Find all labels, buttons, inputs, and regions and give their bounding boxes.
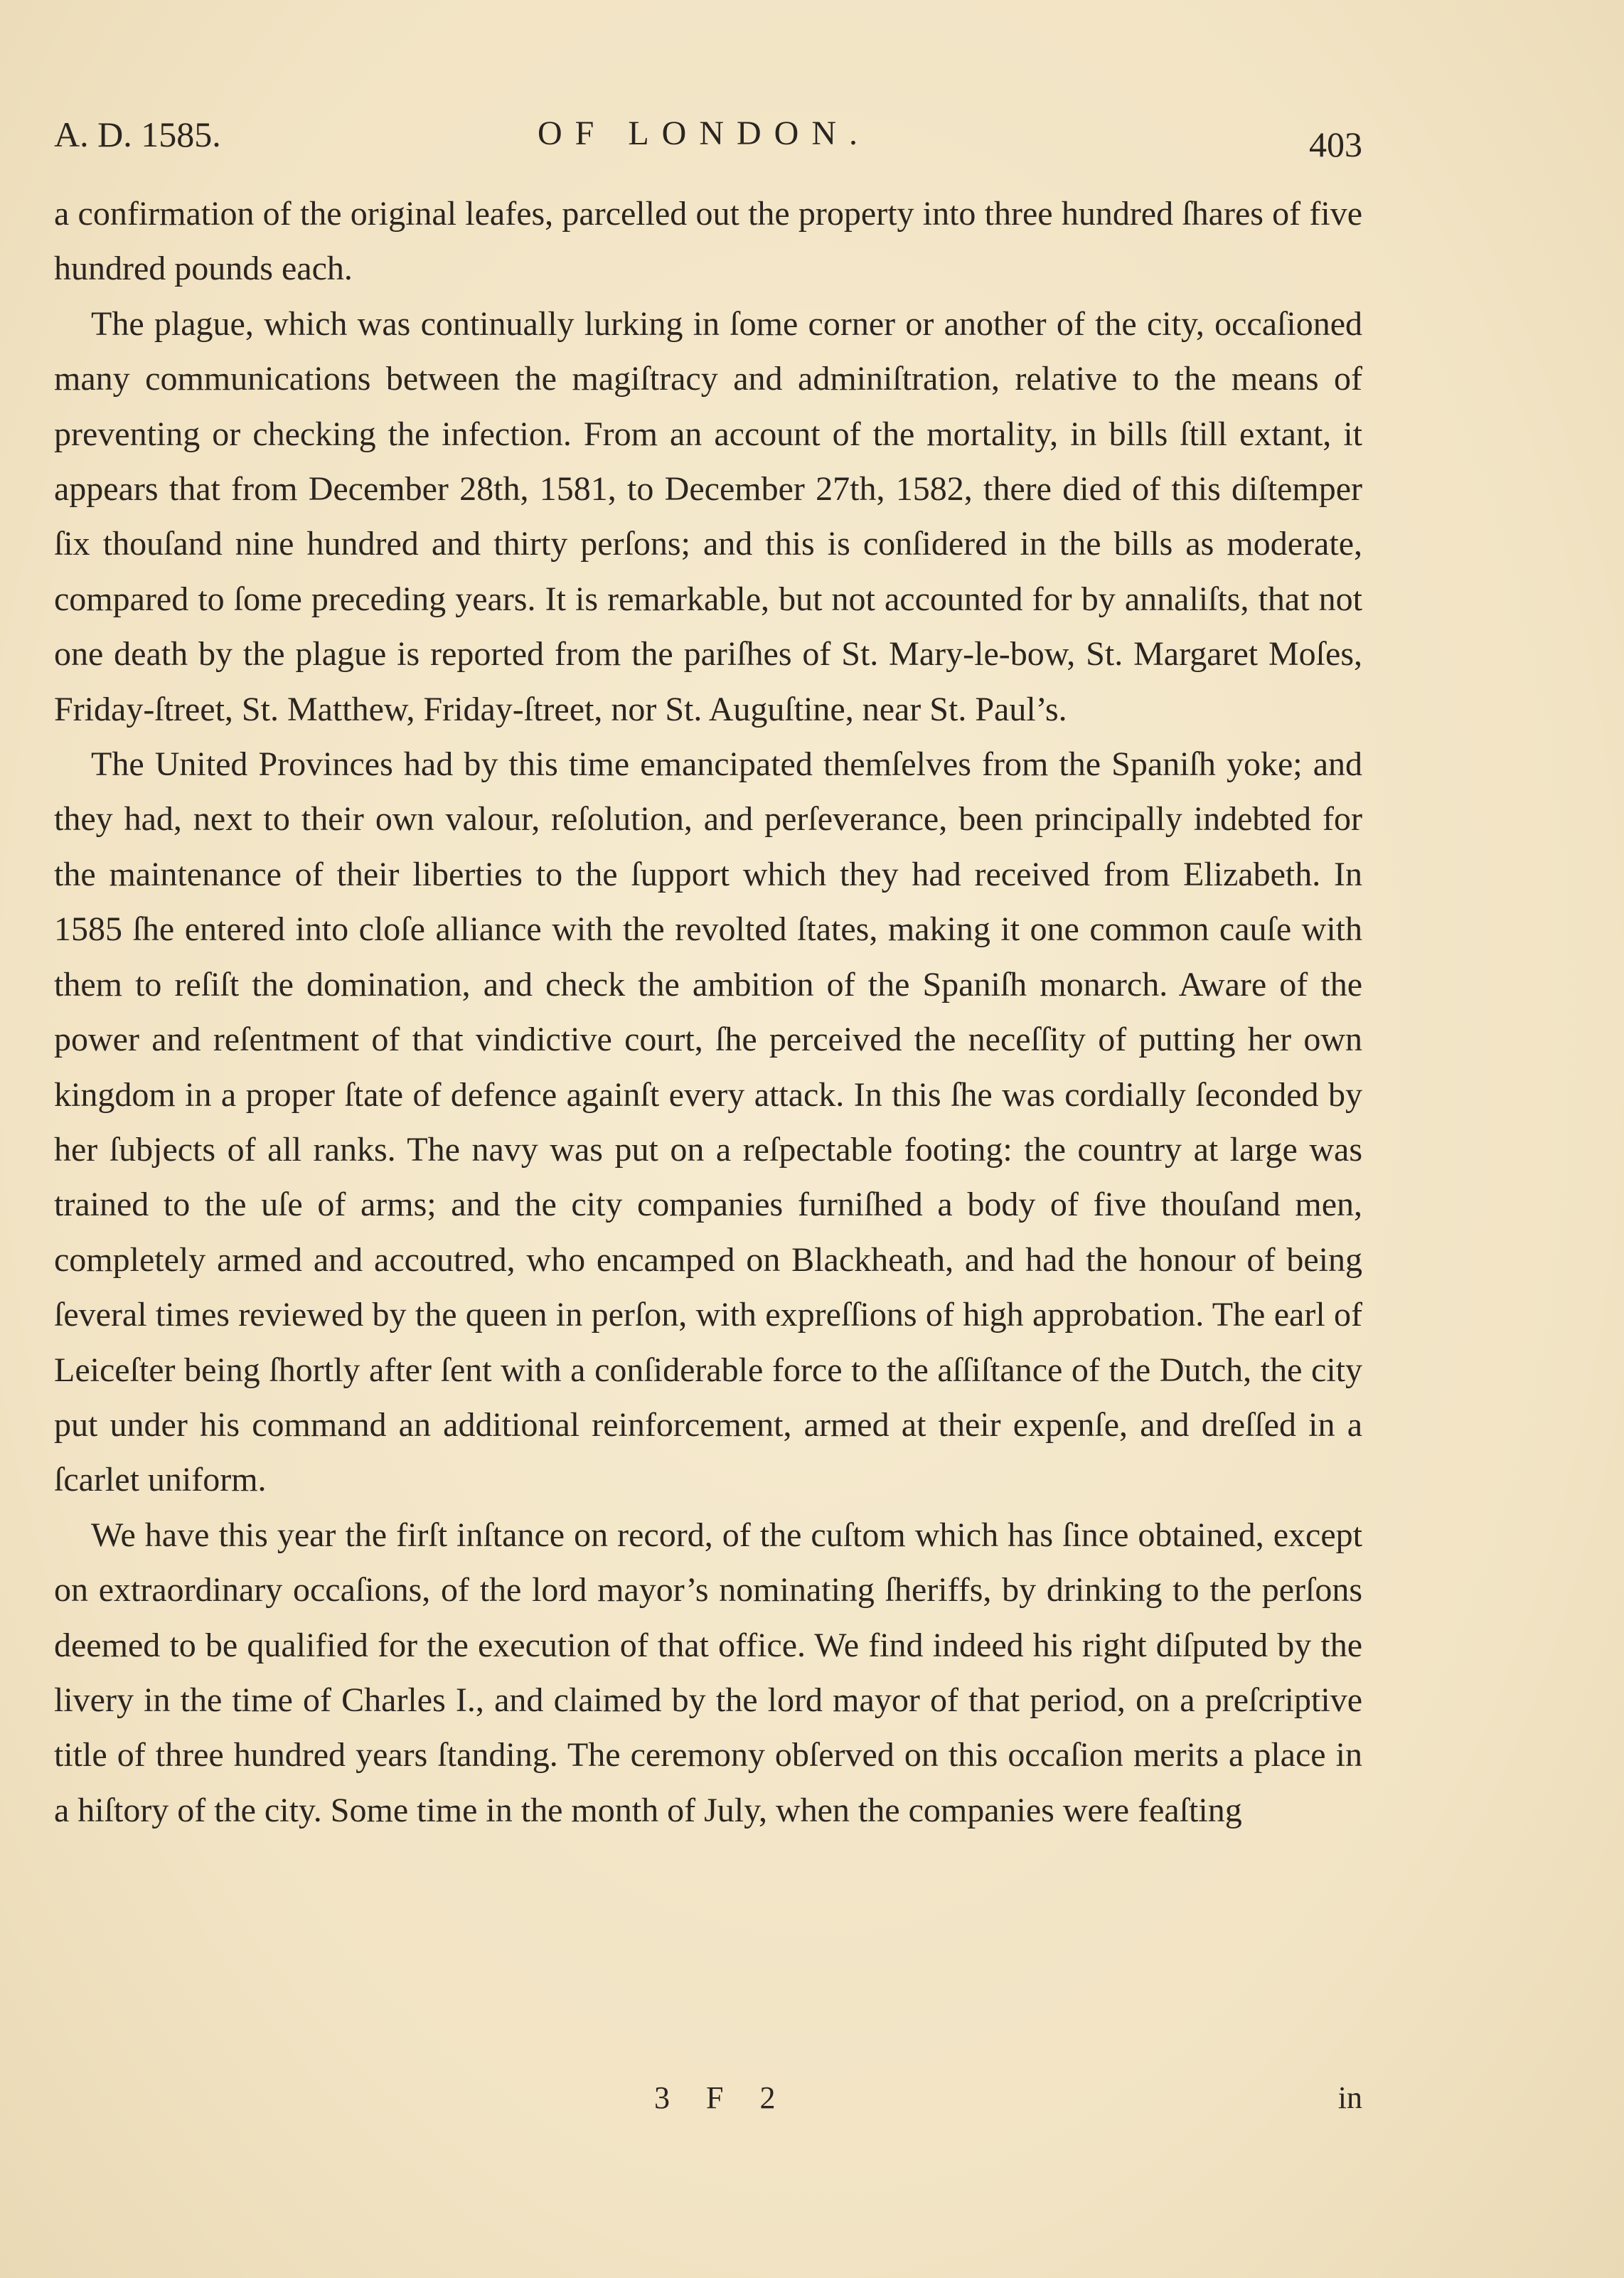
page-footer <box>54 2080 1362 2129</box>
catchword: in <box>1337 2080 1362 2115</box>
running-header <box>54 114 1362 164</box>
paragraph: The plague, which was continually lurking in ſome corner or another of the city, occaſioned many communications between the magiſtracy and adminiſtration, relative to the means of preventing or checking the infection. From an account of the mortality, in bills ſtill extant, it appears that from December 28th, 1581, to December 27th, 1582, there died of this diſtemper ſix thouſand nine hundred and thirty perſons; and this is conſidered in the bills as moderate, compared to ſome preceding years. It is remarkable, but not accounted for by annaliſts, that not one death by the plague is reported from the pariſhes of St. Mary-le-bow, St. Margaret Moſes, Friday-ſtreet, St. Matthew, Friday-ſtreet, nor St. Auguſtine, near St. Paul’s. <box>54 304 1362 728</box>
paragraph: a confirmation of the original leafes, parcelled out the property into three hundred ſhares of five hundred pounds each. <box>54 195 1362 288</box>
signature-mark: 3 F 2 <box>654 2080 790 2115</box>
body-text <box>54 186 1362 1838</box>
header-title: OF LONDON. <box>538 115 870 152</box>
header-date: A. D. 1585. <box>54 115 221 154</box>
paragraph: We have this year the firſt inſtance on record, of the cuſtom which has ſince obtained, except on extraordinary occaſions, of the lord mayor’s nominating ſheriffs, by drinking to the perſons deemed to be qualified for the execution of that office. We find indeed his right diſputed by the livery in the time of Charles I., and claimed by the lord mayor of that period, on a preſcriptive title of three hundred years ſtanding. The ceremony obſerved on this occaſion merits a place in a hiſtory of the city. Some time in the month of July, when the companies were feaſting <box>54 1516 1362 1829</box>
page-number: 403 <box>1309 124 1362 164</box>
paragraph: The United Provinces had by this time emancipated themſelves from the Spaniſh yoke; and they had, next to their own valour, reſolution, and perſeverance, been principally indebted for the maintenance of their liberties to the ſupport which they had received from Elizabeth. In 1585 ſhe entered into cloſe alliance with the revolted ſtates, making it one common cauſe with them to reſiſt the domination, and check the ambition of the Spaniſh monarch. Aware of the power and reſentment of that vindictive court, ſhe perceived the neceſſity of putting her own kingdom in a proper ſtate of defence againſt every attack. In this ſhe was cordially ſeconded by her ſubjects of all ranks. The navy was put on a reſpectable footing: the country at large was trained to the uſe of arms; and the city companies furniſhed a body of five thouſand men, completely armed and accoutred, who encamped on Blackheath, and had the honour of being ſeveral times reviewed by the queen in perſon, with expreſſions of high approbation. The earl of Leiceſter being ſhortly after ſent with a conſiderable force to the aſſiſtance of the Dutch, the city put under his command an additional reinforcement, armed at their expenſe, and dreſſed in a ſcarlet uniform. <box>54 745 1362 1499</box>
